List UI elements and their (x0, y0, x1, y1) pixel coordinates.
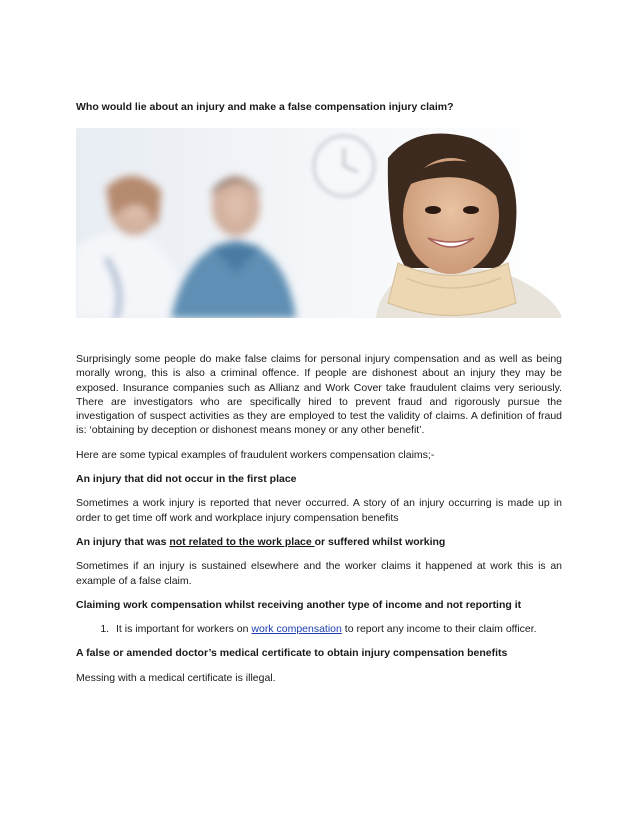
list-item-prefix: It is important for workers on (116, 623, 252, 636)
section-heading-no-injury: An injury that did not occur in the first place (76, 473, 297, 486)
section-heading-unrelated-injury (76, 535, 562, 549)
section-heading-other-income: Claiming work compensation whilst receiving another type of income and not reporting it (76, 598, 522, 611)
stock-photo-patient-neck-brace (76, 128, 562, 318)
heading-underlined-text: not related to the work place (169, 535, 315, 548)
article-body (76, 352, 562, 695)
examples-intro: Here are some typical examples of fraudulent workers compensation claims;- (76, 448, 435, 461)
intro-paragraph: Surprisingly some people do make false claims for personal injury compensation and as well as being morally wrong, this is also a criminal offence. If people are dishonest about an injury they may be exposed. Insurance companies such as Allianz and Work Cover take fraudulent claims very seriously. There are investigators who are specifically hired to prevent fraud and rigorously pursue the investigation of suspect activities as they are employed to test the validity of claims. A definition of fraud is: ‘obtaining by deception or dishonest means money or any other benefit’. (76, 353, 562, 437)
section-heading-medical-certificate: A false or amended doctor’s medical certificate to obtain injury compensation benefits (76, 647, 508, 660)
list-item-suffix: to report any income to their claim officer. (341, 623, 537, 636)
document-title: Who would lie about an injury and make a false compensation injury claim? (76, 101, 454, 113)
work-compensation-link[interactable]: work compensation (251, 623, 342, 636)
list-item (112, 622, 562, 636)
section-body-unrelated-injury: Sometimes if an injury is sustained elsewhere and the worker claims it happened at work this is an example of a false claim. (76, 560, 562, 587)
heading-prefix: An injury that was (76, 535, 170, 548)
heading-suffix: or suffered whilst working (314, 535, 446, 548)
numbered-list (76, 622, 562, 636)
section-body-medical-certificate: Messing with a medical certificate is illegal. (76, 671, 276, 684)
section-body-no-injury: Sometimes a work injury is reported that never occurred. A story of an injury occurring is made up in order to get time off work and workplace injury compensation benefits (76, 497, 562, 524)
